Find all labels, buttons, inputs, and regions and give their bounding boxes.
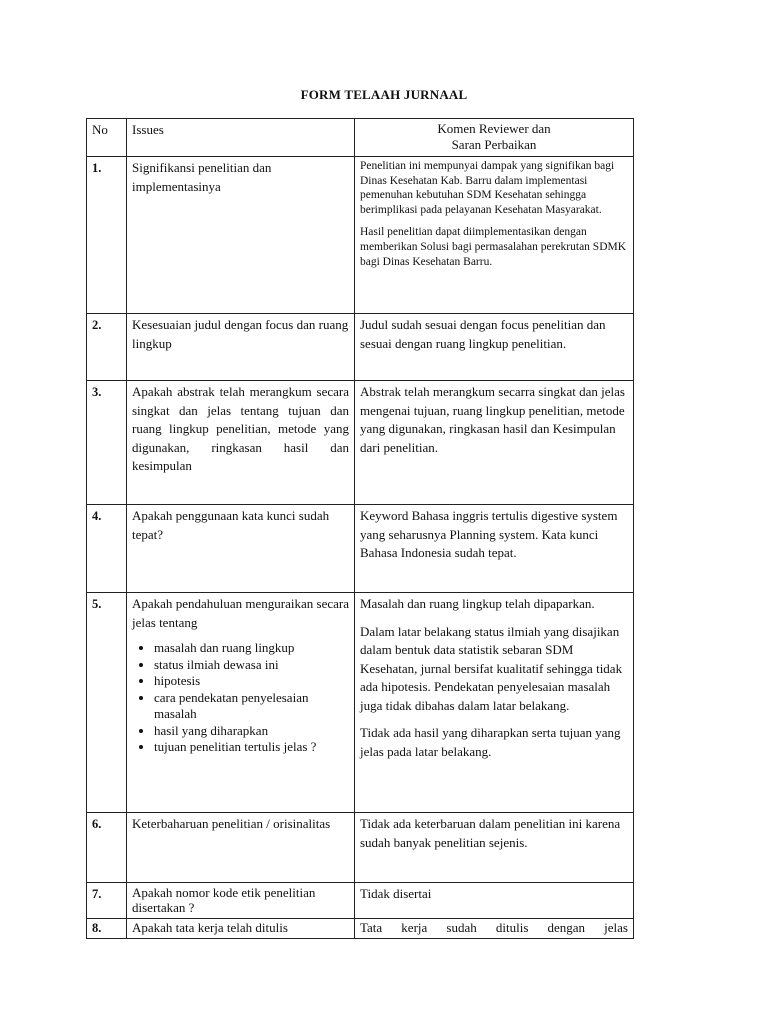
- row-issue-cell: [127, 593, 355, 813]
- header-issues: Issues: [127, 119, 355, 157]
- row-number: 6.: [87, 813, 127, 883]
- comment-paragraph: Hasil penelitian dapat diimplementasikan dengan memberikan Solusi bagi permasalahan perekrutan SDMK bagi Dinas Kesehatan Barru.: [360, 226, 627, 268]
- row-issue: Signifikansi penelitian dan implementasinya: [127, 157, 355, 314]
- row-comment: Tidak disertai: [355, 883, 634, 919]
- list-item: • cara pendekatan penyelesaian masalah: [154, 690, 349, 723]
- row-number: 5.: [87, 593, 127, 813]
- row-comment: Judul sudah sesuai dengan focus penelitian dan sesuai dengan ruang lingkup penelitian.: [355, 314, 634, 381]
- row-comment: Keyword Bahasa inggris tertulis digestive system yang seharusnya Planning system. Kata kunci Bahasa Indonesia sudah tepat.: [355, 505, 634, 593]
- row-number: 8.: [87, 919, 127, 939]
- issue-bullet-list: [132, 640, 349, 756]
- review-table: [86, 118, 634, 939]
- table-row: [87, 919, 634, 939]
- header-reviewer-line1: Komen Reviewer dan: [437, 121, 551, 136]
- row-issue: Apakah penggunaan kata kunci sudah tepat?: [127, 505, 355, 593]
- row-comment: Tidak ada keterbaruan dalam penelitian ini karena sudah banyak penelitian sejenis.: [355, 813, 634, 883]
- row-issue: Kesesuaian judul dengan focus dan ruang lingkup: [127, 314, 355, 381]
- row-number: 7.: [87, 883, 127, 919]
- table-row: [87, 314, 634, 381]
- list-item: • hasil yang diharapkan: [154, 723, 349, 740]
- row-issue: Apakah pendahuluan menguraikan secara jelas tentang: [132, 596, 349, 630]
- list-item: • masalah dan ruang lingkup: [154, 640, 349, 657]
- comment-paragraph: Masalah dan ruang lingkup telah dipaparkan.: [360, 596, 595, 611]
- header-reviewer-line2: Saran Perbaikan: [451, 137, 537, 152]
- row-comment: [355, 593, 634, 813]
- comment-paragraph: Tidak ada hasil yang diharapkan serta tujuan yang jelas pada latar belakang.: [360, 725, 621, 759]
- comment-paragraph: Dalam latar belakang status ilmiah yang disajikan dalam bentuk data statistik sebaran SDM Kesehatan, jurnal bersifat kualitatif sehingga tidak ada hipotesis. Pendekatan penyelesaian masalah juga tidak dibahas dalam latar belakang.: [360, 623, 623, 713]
- table-row: [87, 813, 634, 883]
- row-comment: Tata kerja sudah ditulis dengan jelas: [355, 919, 634, 939]
- row-issue: Apakah tata kerja telah ditulis: [127, 919, 355, 939]
- table-row: [87, 883, 634, 919]
- row-issue: Apakah nomor kode etik penelitian disertakan ?: [127, 883, 355, 919]
- row-comment: [355, 157, 634, 314]
- row-issue: Keterbaharuan penelitian / orisinalitas: [127, 813, 355, 883]
- row-number: 2.: [87, 314, 127, 381]
- form-title: FORM TELAAH JURNAAL: [300, 87, 468, 102]
- row-number: 1.: [87, 157, 127, 314]
- table-row: [87, 381, 634, 505]
- table-header-row: [87, 119, 634, 157]
- row-issue: Apakah abstrak telah merangkum secara singkat dan jelas tentang tujuan dan ruang lingkup penelitian, metode yang digunakan, ringkasan hasil dan kesimpulan: [127, 381, 355, 505]
- comment-paragraph: Penelitian ini mempunyai dampak yang signifikan bagi Dinas Kesehatan Kab. Barru dalam implementasi pemenuhan kebutuhan SDM Kesehatan sehingga berimplikasi pada pelayanan Kesehatan Masyarakat.: [360, 160, 615, 216]
- header-reviewer: [355, 119, 634, 157]
- table-row: [87, 505, 634, 593]
- table-row: [87, 593, 634, 813]
- row-number: 4.: [87, 505, 127, 593]
- row-number: 3.: [87, 381, 127, 505]
- list-item: • status ilmiah dewasa ini: [154, 657, 349, 674]
- header-no: No: [87, 119, 127, 157]
- list-item: • tujuan penelitian tertulis jelas ?: [154, 739, 349, 756]
- list-item: • hipotesis: [154, 673, 349, 690]
- row-comment: Abstrak telah merangkum secarra singkat dan jelas mengenai tujuan, ruang lingkup penelitian, metode yang digunakan, ringkasan hasil dan Kesimpulan dari penelitian.: [355, 381, 634, 505]
- table-row: [87, 157, 634, 314]
